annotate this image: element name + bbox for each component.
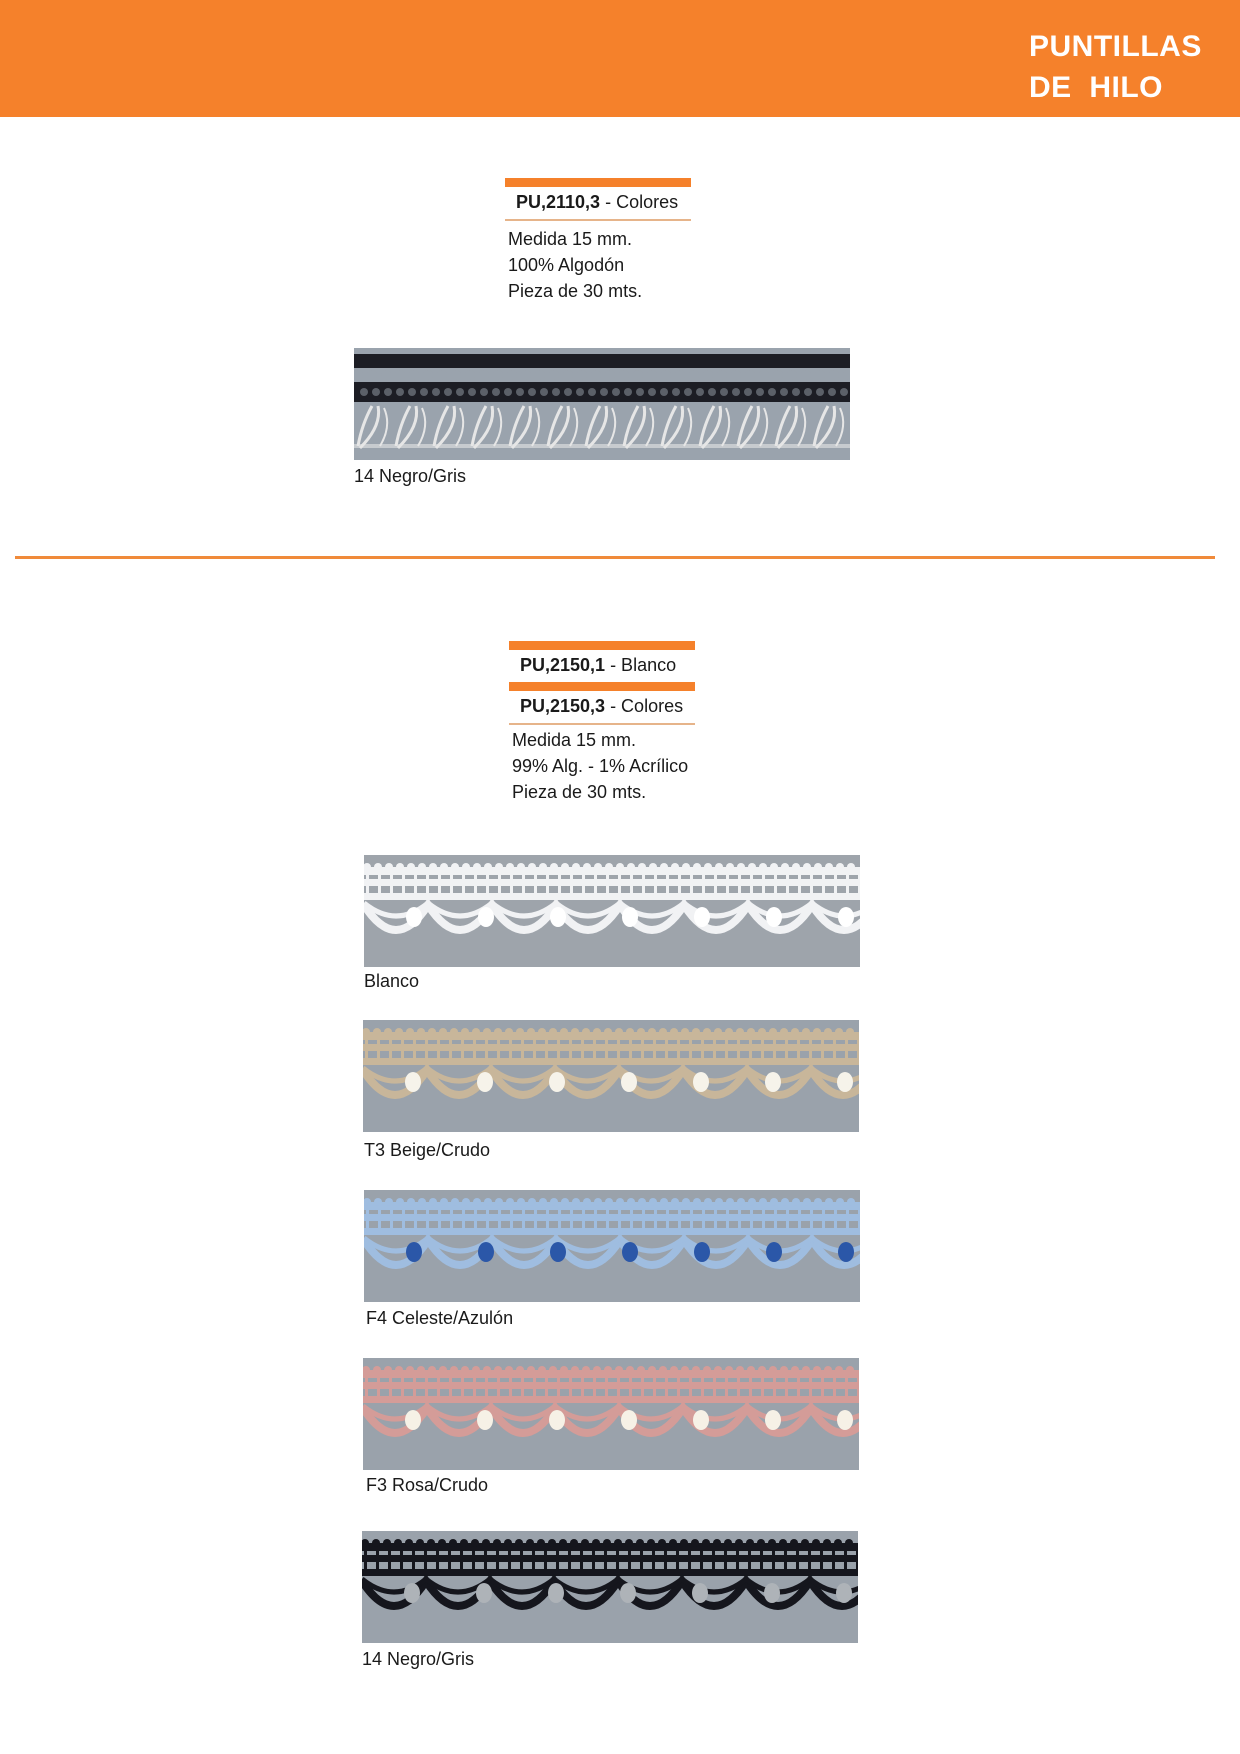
product1-info (505, 178, 691, 304)
swatch-caption: F3 Rosa/Crudo (366, 1475, 489, 1495)
product2-code2-suffix: - Colores (605, 696, 684, 716)
section-title (1029, 26, 1202, 108)
lace-swatch-image (364, 1190, 860, 1302)
product1-code-suffix: - Colores (600, 192, 679, 212)
product2-code2-line (509, 691, 695, 723)
swatch-caption: F4 Celeste/Azulón (366, 1308, 514, 1328)
product2-code1: PU,2150,1 (520, 655, 606, 675)
product1-spec-material: 100% Algodón (508, 255, 625, 275)
swatch-caption: 14 Negro/Gris (354, 466, 467, 486)
swatch-caption: 14 Negro/Gris (362, 1649, 475, 1669)
lace-swatch-image (362, 1531, 858, 1643)
lace-swatch-image (363, 1358, 859, 1470)
product1-code-line (505, 187, 691, 219)
product2-code1-bar (509, 641, 695, 650)
section-title-line1: PUNTILLAS (1029, 30, 1202, 63)
product2-code1-suffix: - Blanco (605, 655, 677, 675)
swatch-caption: Blanco (364, 971, 420, 991)
product1-spec-size: Medida 15 mm. (508, 229, 633, 249)
product2-code1-line (509, 650, 695, 682)
lace-swatch-image (364, 855, 860, 967)
product2-info (509, 641, 695, 805)
product2-spec-length: Pieza de 30 mts. (512, 782, 647, 802)
product1-spec-length: Pieza de 30 mts. (508, 281, 643, 301)
swatch-caption: T3 Beige/Crudo (364, 1140, 491, 1160)
product2-code2: PU,2150,3 (520, 696, 606, 716)
section-divider (15, 556, 1215, 559)
product2-spec-material: 99% Alg. - 1% Acrílico (512, 756, 689, 776)
section-title-line2: DE HILO (1029, 71, 1164, 104)
product2-spec-size: Medida 15 mm. (512, 730, 637, 750)
product2-code2-bar (509, 682, 695, 691)
lace-swatch-image (354, 348, 850, 460)
product1-code-bar (505, 178, 691, 187)
product1-code: PU,2110,3 (516, 192, 601, 212)
lace-swatch-image (363, 1020, 859, 1132)
